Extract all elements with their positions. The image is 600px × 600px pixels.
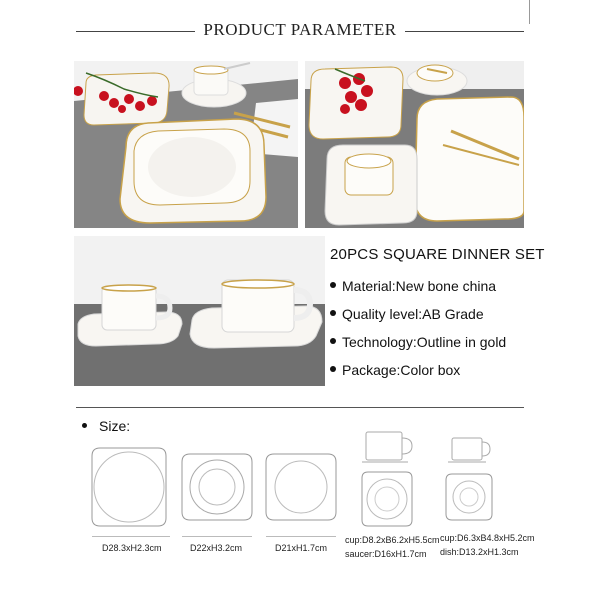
size-small-cup: cup:D6.3xB4.8xH5.2cm [440,533,535,543]
dinner-plate-drawing [92,448,166,526]
photo-table-setting-left [74,61,298,228]
size-dish: dish:D13.2xH1.3cm [440,547,519,557]
size-dessert-plate: D21xH1.7cm [275,543,328,553]
set-title: 20PCS SQUARE DINNER SET [330,246,545,263]
spec-material: Material:New bone china [330,278,496,294]
page-title: PRODUCT PARAMETER [195,20,404,39]
dimension-line [92,536,170,537]
dimension-line [266,536,336,537]
spec-technology: Technology:Outline in gold [330,334,506,350]
size-drawings [80,428,530,538]
size-heading: Size: [82,418,130,434]
dessert-plate-drawing [266,454,336,520]
spec-package: Package:Color box [330,362,460,378]
spec-quality: Quality level:AB Grade [330,306,484,322]
bullet [330,310,336,316]
photo-table-setting-right [305,61,524,228]
size-soup-plate: D22xH3.2cm [190,543,243,553]
size-dinner-plate: D28.3xH2.3cm [102,543,162,553]
dimension-line [182,536,252,537]
soup-plate-drawing [182,454,252,520]
bullet [330,366,336,372]
bullet [330,338,336,344]
cup-drawing [362,432,412,462]
saucer-drawing [362,472,412,526]
dish-drawing [446,474,492,520]
photo-cups-saucers [74,236,325,386]
size-cup: cup:D8.2xB6.2xH5.5cm [345,535,440,545]
size-saucer: saucer:D16xH1.7cm [345,549,427,559]
small-cup-drawing [448,438,490,462]
bullet [330,282,336,288]
section-divider [76,407,524,408]
